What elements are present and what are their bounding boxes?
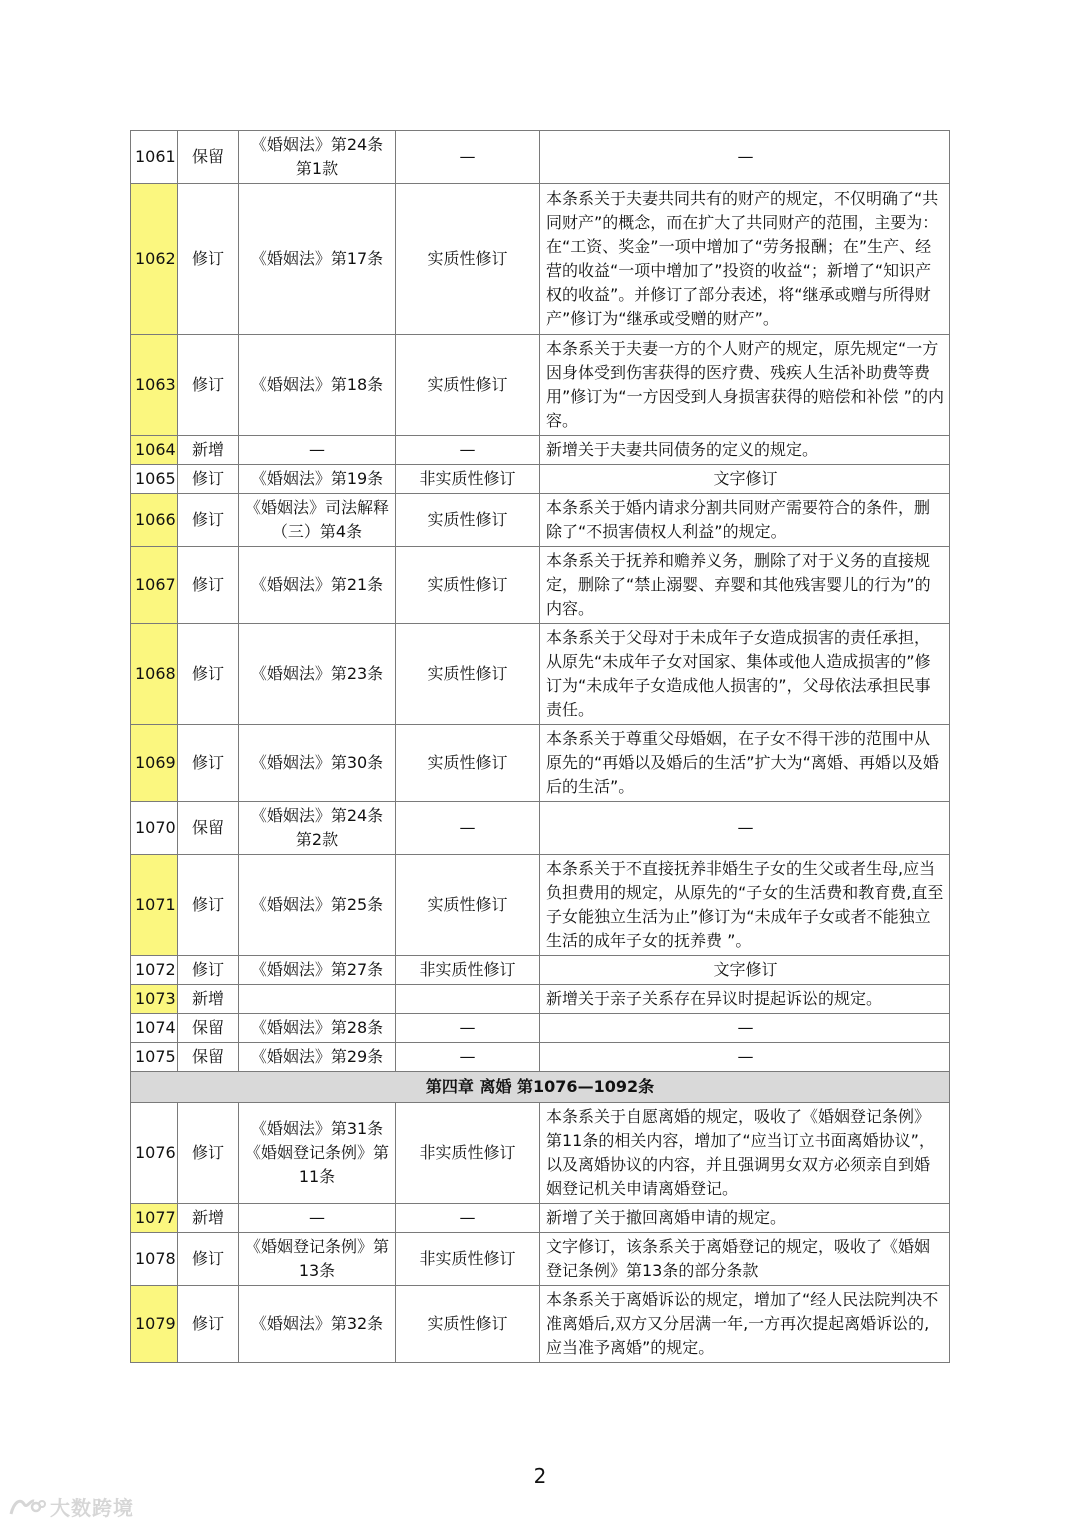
article-number: 1064	[131, 436, 178, 465]
watermark-text: 大数跨境	[50, 1496, 134, 1520]
change-status: 修订	[178, 624, 239, 725]
article-number: 1069	[131, 725, 178, 802]
article-number: 1067	[131, 547, 178, 624]
revision-type: 非实质性修订	[396, 1103, 540, 1204]
table-body-divorce	[131, 1103, 950, 1363]
table-row	[131, 1043, 950, 1072]
source-provision: 《婚姻法》第31条《婚姻登记条例》第11条	[239, 1103, 396, 1204]
revision-type: —	[396, 1204, 540, 1233]
revision-description: 本条系关于夫妻一方的个人财产的规定，原先规定“一方因身体受到伤害获得的医疗费、残疾人生活补助费等费用”修订为“一方因受到人身损害获得的赔偿和补偿 ”的内容。	[540, 335, 950, 436]
revision-type: 非实质性修订	[396, 1233, 540, 1286]
change-status: 修订	[178, 494, 239, 547]
article-number: 1065	[131, 465, 178, 494]
change-status: 保留	[178, 1043, 239, 1072]
source-provision: 《婚姻登记条例》第13条	[239, 1233, 396, 1286]
source-provision: 《婚姻法》第19条	[239, 465, 396, 494]
article-number: 1066	[131, 494, 178, 547]
article-number: 1071	[131, 855, 178, 956]
revision-type: —	[396, 131, 540, 184]
change-status: 修订	[178, 1103, 239, 1204]
revision-type: 实质性修订	[396, 494, 540, 547]
revision-description: 本条系关于自愿离婚的规定，吸收了《婚姻登记条例》第11条的相关内容，增加了“应当订立书面离婚协议”，以及离婚协议的内容，并且强调男女双方必须亲自到婚姻登记机关申请离婚登记。	[540, 1103, 950, 1204]
table-row	[131, 985, 950, 1014]
revision-type: —	[396, 1014, 540, 1043]
table-row	[131, 1286, 950, 1363]
article-number: 1073	[131, 985, 178, 1014]
table-row	[131, 436, 950, 465]
change-status: 修订	[178, 465, 239, 494]
watermark	[8, 1492, 134, 1521]
article-number: 1077	[131, 1204, 178, 1233]
source-provision: 《婚姻法》第32条	[239, 1286, 396, 1363]
revision-type: 实质性修订	[396, 1286, 540, 1363]
change-status: 修订	[178, 1286, 239, 1363]
revision-description: 本条系关于婚内请求分割共同财产需要符合的条件，删除了“不损害债权人利益”的规定。	[540, 494, 950, 547]
table-row	[131, 1204, 950, 1233]
table-row	[131, 725, 950, 802]
revision-description: —	[540, 1043, 950, 1072]
article-number: 1078	[131, 1233, 178, 1286]
chapter-header-group	[131, 1072, 950, 1103]
revision-type: —	[396, 1043, 540, 1072]
article-number: 1061	[131, 131, 178, 184]
source-provision: 《婚姻法》第23条	[239, 624, 396, 725]
source-provision: 《婚姻法》第28条	[239, 1014, 396, 1043]
change-status: 修订	[178, 956, 239, 985]
change-status: 新增	[178, 436, 239, 465]
change-status: 保留	[178, 802, 239, 855]
change-status: 修订	[178, 855, 239, 956]
source-provision: —	[239, 1204, 396, 1233]
revision-type: —	[396, 436, 540, 465]
revision-description: —	[540, 1014, 950, 1043]
revision-description: —	[540, 802, 950, 855]
source-provision	[239, 985, 396, 1014]
article-number: 1063	[131, 335, 178, 436]
table-row	[131, 624, 950, 725]
table-row	[131, 465, 950, 494]
change-status: 保留	[178, 131, 239, 184]
chapter-title: 第四章 离婚 第1076—1092条	[131, 1072, 950, 1103]
revision-description: 文字修订，该条系关于离婚登记的规定，吸收了《婚姻登记条例》第13条的部分条款	[540, 1233, 950, 1286]
table-body-marriage-property	[131, 131, 950, 1072]
article-number: 1076	[131, 1103, 178, 1204]
table-row	[131, 1014, 950, 1043]
revision-description: 新增关于亲子关系存在异议时提起诉讼的规定。	[540, 985, 950, 1014]
article-number: 1075	[131, 1043, 178, 1072]
revision-type: 非实质性修订	[396, 956, 540, 985]
revision-description: 新增了关于撤回离婚申请的规定。	[540, 1204, 950, 1233]
watermark-logo-icon	[8, 1494, 46, 1520]
source-provision: 《婚姻法》第27条	[239, 956, 396, 985]
article-number: 1072	[131, 956, 178, 985]
revision-description: 本条系关于不直接抚养非婚生子女的生父或者生母,应当负担费用的规定，从原先的“子女的生活费和教育费,直至子女能独立生活为止”修订为“未成年子女或者不能独立生活的成年子女的抚养费 ”。	[540, 855, 950, 956]
source-provision: —	[239, 436, 396, 465]
source-provision: 《婚姻法》司法解释（三）第4条	[239, 494, 396, 547]
revision-type: 实质性修订	[396, 184, 540, 335]
revision-type: 实质性修订	[396, 335, 540, 436]
table-row	[131, 547, 950, 624]
revision-type: —	[396, 802, 540, 855]
revision-description: 本条系关于尊重父母婚姻，在子女不得干涉的范围中从原先的“再婚以及婚后的生活”扩大为“离婚、再婚以及婚后的生活”。	[540, 725, 950, 802]
table-row	[131, 855, 950, 956]
change-status: 修订	[178, 547, 239, 624]
change-status: 修订	[178, 335, 239, 436]
article-number: 1062	[131, 184, 178, 335]
source-provision: 《婚姻法》第30条	[239, 725, 396, 802]
source-provision: 《婚姻法》第24条第1款	[239, 131, 396, 184]
change-status: 保留	[178, 1014, 239, 1043]
table-row	[131, 802, 950, 855]
revision-description: 本条系关于父母对于未成年子女造成损害的责任承担，从原先“未成年子女对国家、集体或他人造成损害的”修订为“未成年子女造成他人损害的”，父母依法承担民事责任。	[540, 624, 950, 725]
revision-type: 非实质性修订	[396, 465, 540, 494]
article-number: 1074	[131, 1014, 178, 1043]
article-number: 1079	[131, 1286, 178, 1363]
table-row	[131, 184, 950, 335]
source-provision: 《婚姻法》第25条	[239, 855, 396, 956]
change-status: 修订	[178, 725, 239, 802]
chapter-row	[131, 1072, 950, 1103]
table-row	[131, 335, 950, 436]
revision-type: 实质性修订	[396, 855, 540, 956]
source-provision: 《婚姻法》第18条	[239, 335, 396, 436]
article-number: 1068	[131, 624, 178, 725]
revision-type: 实质性修订	[396, 725, 540, 802]
revision-description: 文字修订	[540, 956, 950, 985]
table-row	[131, 494, 950, 547]
revision-description: 文字修订	[540, 465, 950, 494]
source-provision: 《婚姻法》第21条	[239, 547, 396, 624]
change-status: 修订	[178, 1233, 239, 1286]
change-status: 新增	[178, 1204, 239, 1233]
table-row	[131, 1233, 950, 1286]
table-row	[131, 131, 950, 184]
page-number: 2	[533, 1464, 547, 1488]
change-status: 修订	[178, 184, 239, 335]
revision-description: 本条系关于夫妻共同共有的财产的规定，不仅明确了“共同财产”的概念，而在扩大了共同财产的范围，主要为：在“工资、奖金”一项中增加了“劳务报酬；在”生产、经营的收益“一项中增加了”投资的收益“；新增了“知识产权的收益”。并修订了部分表述，将“继承或赠与所得财产”修订为“继承或受赠的财产”。	[540, 184, 950, 335]
revision-description: 本条系关于离婚诉讼的规定，增加了“经人民法院判决不准离婚后,双方又分居满一年,一方再次提起离婚诉讼的,应当准予离婚”的规定。	[540, 1286, 950, 1363]
source-provision: 《婚姻法》第24条第2款	[239, 802, 396, 855]
table-row	[131, 956, 950, 985]
table-row	[131, 1103, 950, 1204]
revision-description: 本条系关于抚养和赡养义务，删除了对于义务的直接规定，删除了“禁止溺婴、弃婴和其他残害婴儿的行为”的内容。	[540, 547, 950, 624]
revision-type	[396, 985, 540, 1014]
provisions-table	[130, 130, 950, 1363]
change-status: 新增	[178, 985, 239, 1014]
revision-type: 实质性修订	[396, 624, 540, 725]
source-provision: 《婚姻法》第17条	[239, 184, 396, 335]
revision-type: 实质性修订	[396, 547, 540, 624]
revision-description: —	[540, 131, 950, 184]
article-number: 1070	[131, 802, 178, 855]
source-provision: 《婚姻法》第29条	[239, 1043, 396, 1072]
revision-description: 新增关于夫妻共同债务的定义的规定。	[540, 436, 950, 465]
